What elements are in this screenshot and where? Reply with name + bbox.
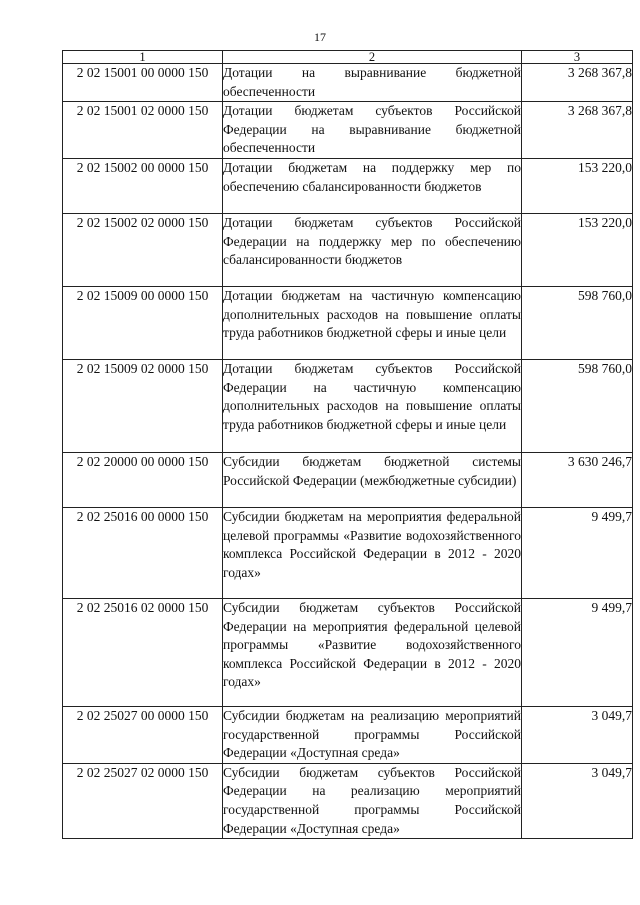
- table-row: [63, 359, 633, 452]
- row-code: 2 02 15001 02 0000 150: [63, 102, 223, 159]
- column-header-amount: 3: [522, 51, 633, 64]
- table-row: [63, 598, 633, 706]
- column-header-code: 1: [63, 51, 223, 64]
- table-row: [63, 286, 633, 359]
- row-code: 2 02 25016 02 0000 150: [63, 598, 223, 706]
- row-amount: 3 049,7: [522, 706, 633, 763]
- row-name: Дотации бюджетам субъектов Российской Федерации на поддержку мер по обеспечению сбалансированности бюджетов: [223, 213, 522, 286]
- table-row: [63, 102, 633, 159]
- row-name: Дотации бюджетам субъектов Российской Федерации на выравнивание бюджетной обеспеченности: [223, 102, 522, 159]
- row-amount: 598 760,0: [522, 286, 633, 359]
- page-number: 17: [314, 30, 326, 44]
- row-amount: 3 268 367,8: [522, 102, 633, 159]
- table-row: [63, 763, 633, 838]
- table-row: [63, 507, 633, 598]
- row-name: Дотации на выравнивание бюджетной обеспеченности: [223, 64, 522, 102]
- table-row: [63, 452, 633, 507]
- row-amount: 153 220,0: [522, 158, 633, 213]
- row-amount: 153 220,0: [522, 213, 633, 286]
- row-code: 2 02 15009 00 0000 150: [63, 286, 223, 359]
- table-row: [63, 64, 633, 102]
- row-amount: 9 499,7: [522, 598, 633, 706]
- table-row: [63, 213, 633, 286]
- row-code: 2 02 20000 00 0000 150: [63, 452, 223, 507]
- row-code: 2 02 15002 00 0000 150: [63, 158, 223, 213]
- column-header-name: 2: [223, 51, 522, 64]
- row-amount: 3 049,7: [522, 763, 633, 838]
- table-row: [63, 158, 633, 213]
- row-name: Субсидии бюджетам субъектов Российской Федерации на мероприятия федеральной целевой программы «Развитие водохозяйственного комплекса Российской Федерации в 2012 - 2020 годах»: [223, 598, 522, 706]
- row-name: Субсидии бюджетам на мероприятия федеральной целевой программы «Развитие водохозяйственного комплекса Российской Федерации в 2012 - 2020 годах»: [223, 507, 522, 598]
- row-amount: 3 268 367,8: [522, 64, 633, 102]
- row-code: 2 02 15009 02 0000 150: [63, 359, 223, 452]
- row-code: 2 02 25027 00 0000 150: [63, 706, 223, 763]
- row-name: Субсидии бюджетам на реализацию мероприятий государственной программы Российской Федерации «Доступная среда»: [223, 706, 522, 763]
- header-row: [63, 51, 633, 64]
- row-name: Дотации бюджетам на частичную компенсацию дополнительных расходов на повышение оплаты труда работников бюджетной сферы и иные цели: [223, 286, 522, 359]
- row-name: Дотации бюджетам субъектов Российской Федерации на частичную компенсацию дополнительных расходов на повышение оплаты труда работников бюджетной сферы и иные цели: [223, 359, 522, 452]
- row-name: Субсидии бюджетам субъектов Российской Федерации на реализацию мероприятий государственной программы Российской Федерации «Доступная среда»: [223, 763, 522, 838]
- row-amount: 9 499,7: [522, 507, 633, 598]
- row-amount: 3 630 246,7: [522, 452, 633, 507]
- row-code: 2 02 15001 00 0000 150: [63, 64, 223, 102]
- row-name: Дотации бюджетам на поддержку мер по обеспечению сбалансированности бюджетов: [223, 158, 522, 213]
- budget-revenue-table: [62, 50, 633, 839]
- row-amount: 598 760,0: [522, 359, 633, 452]
- row-code: 2 02 25016 00 0000 150: [63, 507, 223, 598]
- row-code: 2 02 25027 02 0000 150: [63, 763, 223, 838]
- table-row: [63, 706, 633, 763]
- row-name: Субсидии бюджетам бюджетной системы Российской Федерации (межбюджетные субсидии): [223, 452, 522, 507]
- row-code: 2 02 15002 02 0000 150: [63, 213, 223, 286]
